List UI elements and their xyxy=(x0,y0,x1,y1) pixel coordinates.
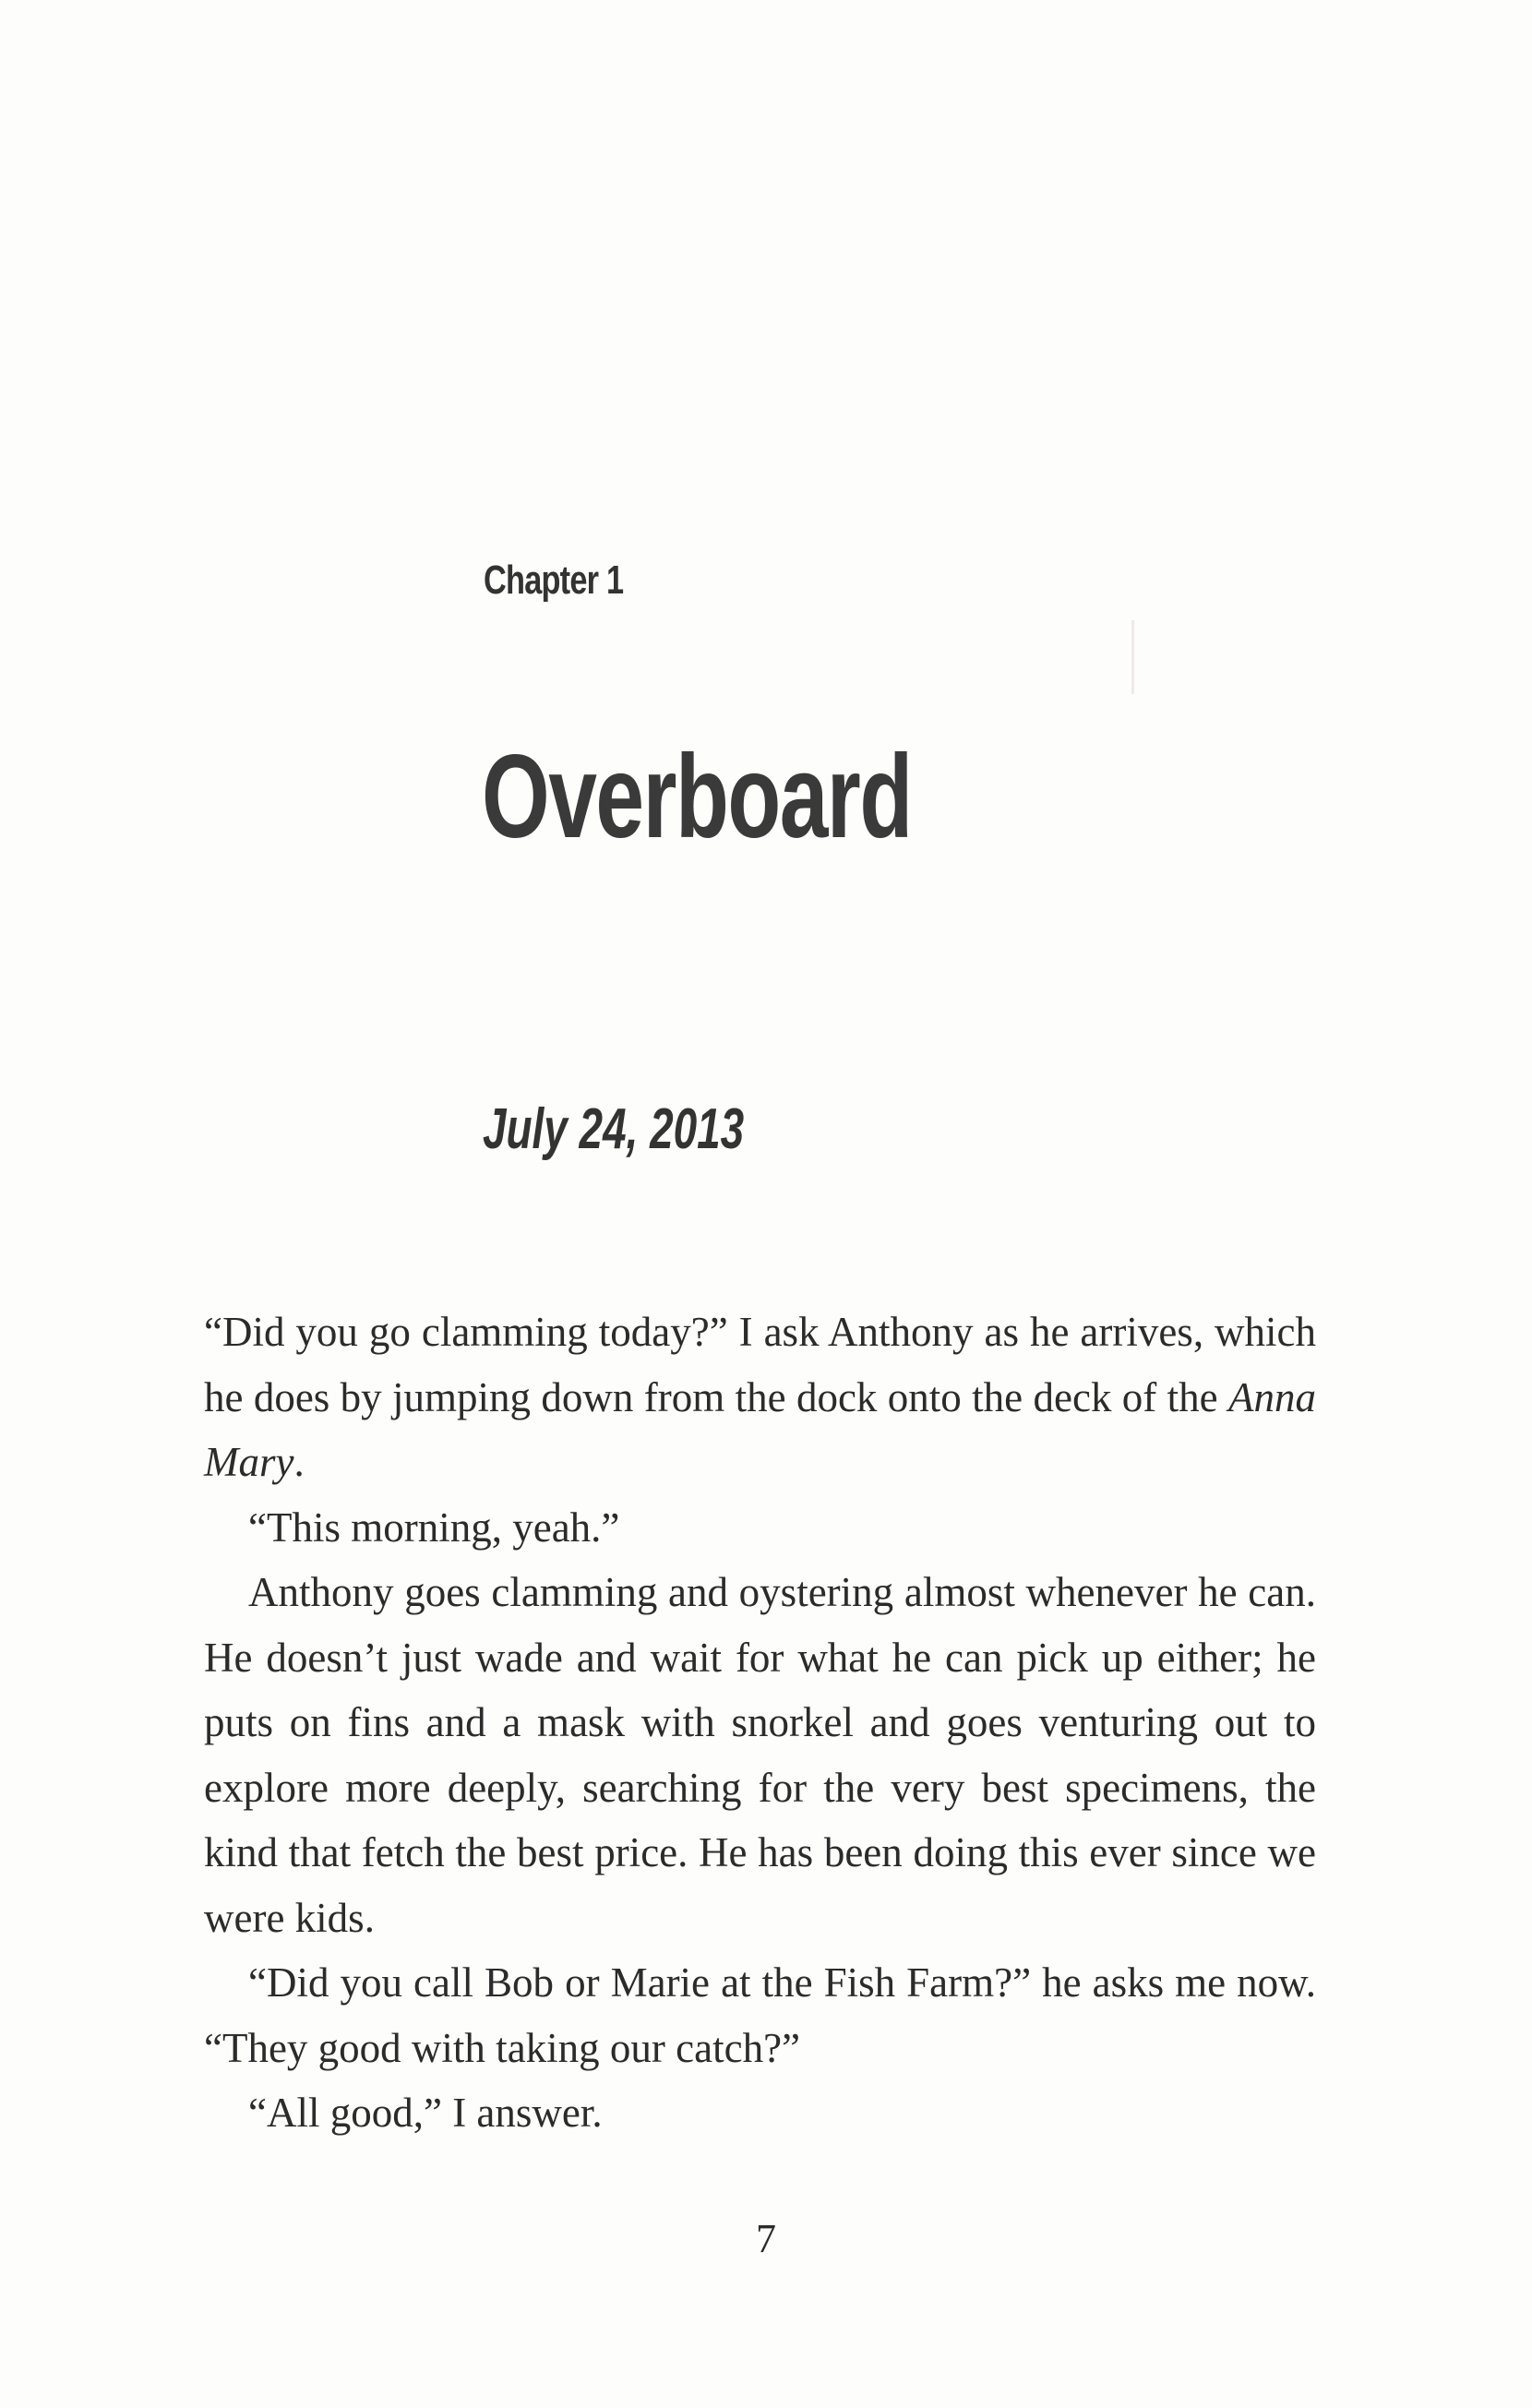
paragraph-text: . xyxy=(293,1439,305,1485)
paragraph: “All good,” I answer. xyxy=(248,2090,603,2136)
chapter-title: Overboard xyxy=(482,731,912,863)
paragraph: “This morning, yeah.” xyxy=(248,1504,620,1551)
chapter-label: Chapter 1 xyxy=(484,557,624,603)
paragraph: “Did you call Bob or Marie at the Fish Farm?” he asks me now. “They good with taking our catch?” xyxy=(204,1959,1316,2071)
paragraph-text: “Did you go clamming today?” I ask Anthony as he arrives, which he does by jumping down from the dock onto the deck of the xyxy=(204,1309,1316,1420)
paragraph: Anthony goes clamming and oystering almost whenever he can. He doesn’t just wade and wait for what he can pick up either; he puts on fins and a mask with snorkel and goes venturing out to explore more deeply, searching for the very best specimens, the kind that fetch the best price. He has been doing this ever since we were kids. xyxy=(204,1569,1316,1941)
boat-name: Anna Mary xyxy=(204,1373,1316,1485)
page-number: 7 xyxy=(756,2216,776,2261)
chapter-date: July 24, 2013 xyxy=(483,1097,745,1161)
body-text xyxy=(204,1300,1316,2146)
scan-artifact xyxy=(1131,620,1134,694)
paragraph xyxy=(204,1300,1316,1495)
